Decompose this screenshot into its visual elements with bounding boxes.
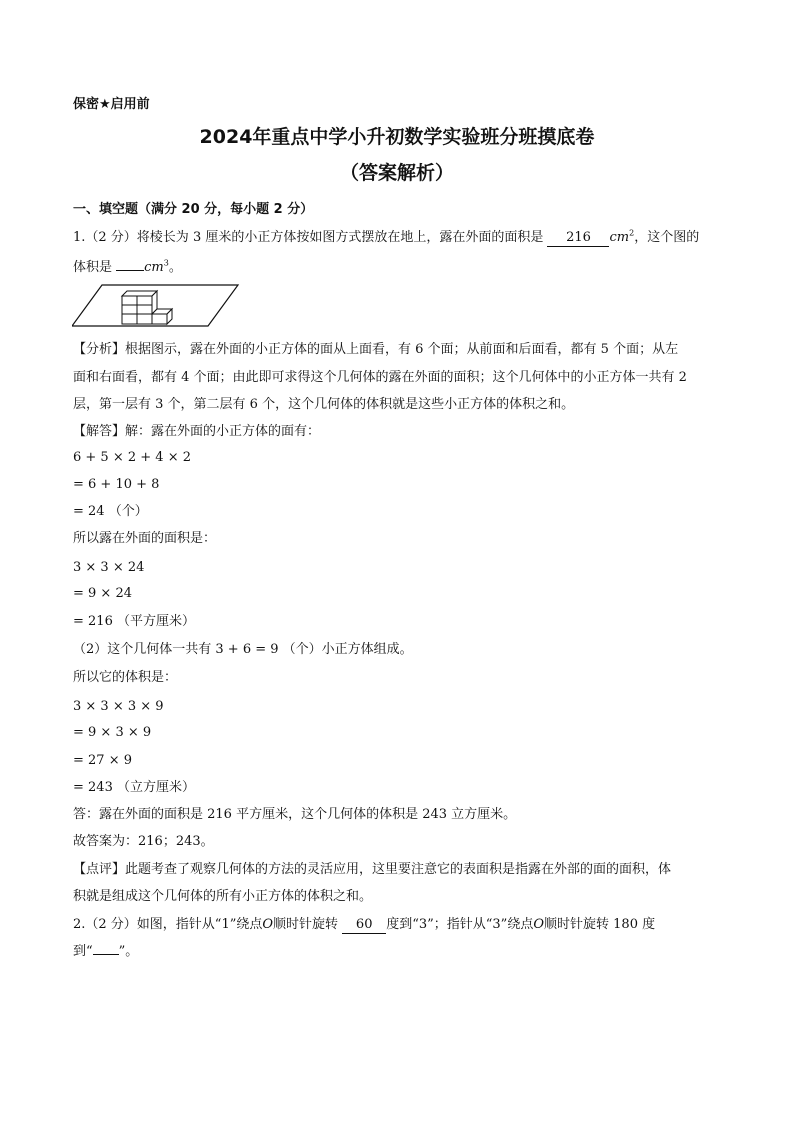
q1-stem-b: ，这个图的 (634, 230, 700, 245)
q1-equation-10: = 243 （立方厘米） (73, 780, 195, 795)
cube-stack (122, 291, 172, 324)
q1-unit2-sup: 3 (163, 258, 169, 268)
q1-stem-c: 体积是 (73, 260, 113, 275)
q1-answer-line: 答：露在外面的面积是 216 平方厘米，这个几何体的体积是 243 立方厘米。 (73, 807, 517, 822)
q1-comment-line1: 【点评】此题考查了观察几何体的方法的灵活应用，这里要注意它的表面积是指露在外部的面的面积，体 (73, 862, 672, 877)
cube-front-face (137, 296, 152, 305)
cube-front-face (122, 314, 137, 324)
cube-front-face (122, 296, 137, 305)
q1-analysis-line1: 【分析】根据图示，露在外面的小正方体的面从上面看，有 6 个面；从前面和后面看，都有 5 个面；从左 (73, 342, 679, 357)
q1-solution-intro: 【解答】解：露在外面的小正方体的面有： (73, 424, 321, 439)
confidential-label: 保密★启用前 (73, 97, 150, 112)
q1-stem-d: 。 (168, 260, 182, 275)
q1-equation-9: = 27 × 9 (73, 753, 132, 768)
q2-point2: O (533, 917, 545, 932)
cube-top-face (122, 291, 157, 296)
q2-stem-line1 (73, 916, 655, 934)
q2-answer2 (93, 954, 119, 955)
q1-equation-4: 3 × 3 × 24 (73, 560, 145, 575)
q2-stem-line2 (73, 943, 138, 961)
q1-equation-2: = 6 + 10 + 8 (73, 477, 160, 492)
q1-answer1: 216 (547, 230, 609, 247)
q2-stem-f: ”。 (118, 944, 139, 959)
q1-equation-7: 3 × 3 × 3 × 9 (73, 699, 164, 714)
q1-equation-3: = 24 （个） (73, 504, 148, 519)
q2-answer1: 60 (342, 917, 386, 934)
q1-answer2 (116, 270, 144, 271)
q1-equation-5: = 9 × 24 (73, 586, 132, 601)
q1-volume-intro: 所以它的体积是： (73, 670, 178, 685)
q1-stem-line1 (73, 229, 699, 247)
q1-equation-1: 6 + 5 × 2 + 4 × 2 (73, 450, 191, 465)
q2-stem-b: 顺时针旋转 (273, 917, 339, 932)
q1-unit1: cm (609, 230, 630, 245)
cube-front-face (152, 314, 167, 324)
q1-comment-line2: 积就是组成这个几何体的所有小正方体的体积之和。 (73, 889, 373, 904)
q2-point: O (262, 917, 274, 932)
cube-stack-figure (72, 283, 242, 329)
cube-front-face (137, 314, 152, 324)
q1-analysis-line3: 层，第一层有 3 个，第二层有 6 个，这个几何体的体积就是这些小正方体的体积之和。 (73, 397, 575, 412)
section-heading: 一、填空题（满分 20 分，每小题 2 分） (73, 202, 314, 217)
q2-stem-c: 度到“3”；指针从“3”绕点 (386, 917, 534, 932)
q2-stem-a: 2.（2 分）如图，指针从“1”绕点 (73, 917, 263, 932)
q1-analysis-line2: 面和右面看，都有 4 个面；由此即可求得这个几何体的露在外面的面积；这个几何体中的小正方体一共有 2 (73, 370, 687, 385)
q1-part2: （2）这个几何体一共有 3 + 6 = 9 （个）小正方体组成。 (73, 642, 413, 657)
q1-equation-6: = 216 （平方厘米） (73, 614, 195, 629)
q2-stem-d: 顺时针旋转 180 度 (544, 917, 656, 932)
cube-front-face (137, 305, 152, 314)
q1-unit1-sup: 2 (629, 228, 635, 238)
q1-equation-8: = 9 × 3 × 9 (73, 725, 152, 740)
q2-stem-e: 到“ (73, 944, 93, 959)
page-subtitle: （答案解析） (339, 162, 454, 184)
q1-final-answer: 故答案为：216；243。 (73, 834, 214, 849)
q1-unit2: cm (144, 260, 164, 275)
q1-area-intro: 所以露在外面的面积是： (73, 531, 217, 546)
q1-stem-a: 1.（2 分）将棱长为 3 厘米的小正方体按如图方式摆放在地上，露在外面的面积是 (73, 230, 544, 245)
q1-stem-line2 (73, 259, 182, 277)
page-title: 2024年重点中学小升初数学实验班分班摸底卷 (199, 126, 595, 148)
cube-front-face (122, 305, 137, 314)
